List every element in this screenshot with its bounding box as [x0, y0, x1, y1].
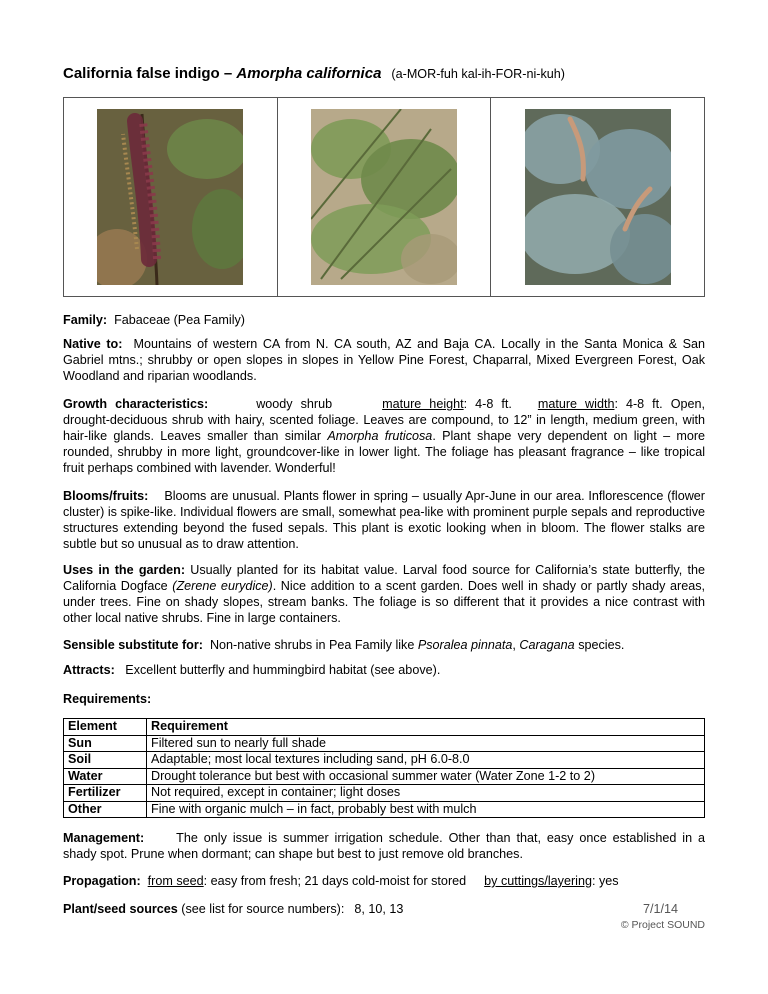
sources-label: Plant/seed sources: [63, 902, 178, 916]
bluegreen-foliage-photo: [525, 109, 671, 285]
attracts-label: Attracts:: [63, 663, 115, 677]
row-requirement: Drought tolerance but best with occasional summer water (Water Zone 1-2 to 2): [147, 768, 705, 785]
blooms-section: [63, 488, 705, 552]
uses-text-2: . Nice addition to a scent garden. Does well in shady or partly shady areas, under trees. Fine on shady slopes, stream banks. The foliage is so different that it provides a nice contrast with other local native shrubs. Fine in large containers.: [63, 579, 705, 625]
mature-height-value: : 4-8 ft.: [463, 397, 512, 411]
row-element: Soil: [64, 752, 147, 769]
table-row: [64, 752, 705, 769]
foliage-photo: [311, 109, 457, 285]
growth-type: woody shrub: [256, 397, 333, 411]
header-element: Element: [64, 719, 147, 736]
photo-strip: [63, 97, 705, 297]
cuttings-label: by cuttings/layering: [484, 874, 592, 888]
row-element: Fertilizer: [64, 785, 147, 802]
growth-label: Growth characteristics:: [63, 397, 209, 411]
attracts-section: [63, 662, 705, 678]
sources-section: [63, 901, 705, 917]
requirements-heading: [63, 691, 705, 707]
family-label: Family:: [63, 313, 108, 327]
native-label: Native to:: [63, 337, 123, 351]
management-value: The only issue is summer irrigation schedule. Other than that, easy once established in a shady spot. Prune when dormant; can shape but best to just remove old branches.: [63, 831, 705, 861]
family-value: Fabaceae (Pea Family): [114, 313, 245, 327]
row-requirement: Fine with organic mulch – in fact, probably best with mulch: [147, 801, 705, 818]
from-seed-text: : easy from fresh; 21 days cold-moist for stored: [203, 874, 467, 888]
footer-copyright: © Project SOUND: [620, 919, 705, 931]
scientific-name: Amorpha californica: [236, 65, 382, 82]
row-element: Other: [64, 801, 147, 818]
propagation-label: Propagation:: [63, 874, 141, 888]
attracts-value: Excellent butterfly and hummingbird habitat (see above).: [125, 663, 441, 677]
blooms-value: Blooms are unusual. Plants flower in spring – usually Apr-June in our area. Inflorescence (flower cluster) is spike-like. Individual flowers are small, somewhat pea-like with prominent purple sepals and reproductive structures extending beyond the fused sepals. This plant is exotic looking when in bloom. The flower stalks are subtle but so unusual as to draw attention.: [63, 489, 705, 551]
family-section: [63, 312, 705, 328]
photo-cell-2: [278, 98, 492, 296]
uses-text-italic: (Zerene eurydice): [172, 579, 273, 593]
row-requirement: Adaptable; most local textures including sand, pH 6.0-8.0: [147, 752, 705, 769]
growth-text-1: Open, drought-deciduous shrub with hairy, scented foliage. Leaves are compound, to 12” in length, medium green, with hair-like glands. Leaves smaller than similar: [63, 397, 705, 443]
row-requirement: Not required, except in container; light doses: [147, 785, 705, 802]
table-row: [64, 785, 705, 802]
page-title: [63, 66, 565, 82]
management-label: Management:: [63, 831, 145, 845]
blooms-label: Blooms/fruits:: [63, 489, 149, 503]
substitute-text-2: species.: [574, 638, 625, 652]
footer-date: 7/1/14: [643, 902, 679, 916]
sources-note: (see list for source numbers):: [177, 902, 345, 916]
uses-section: [63, 562, 705, 626]
table-row: [64, 735, 705, 752]
mature-width-label: mature width: [537, 397, 615, 411]
substitute-label: Sensible substitute for:: [63, 638, 203, 652]
header-requirement: Requirement: [147, 719, 705, 736]
substitute-italic-2: Caragana: [519, 638, 575, 652]
title-dash: –: [219, 65, 237, 82]
table-header-row: [64, 719, 705, 736]
requirements-table: [63, 718, 705, 818]
growth-text-italic: Amorpha fruticosa: [327, 429, 433, 443]
photo-cell-1: [64, 98, 278, 296]
substitute-italic-1: Psoralea pinnata: [417, 638, 513, 652]
substitute-sep: ,: [512, 638, 520, 652]
uses-text-1: Usually planted for its habitat value. Larval food source for California’s state butterfly, the California Dogface: [63, 563, 706, 593]
native-value: Mountains of western CA from N. CA south, AZ and Baja CA. Locally in the Santa Monica & San Gabriel mtns.; shrubby or open slopes in slopes in Yellow Pine Forest, Chaparral, Mixed Evergreen Forest, Oak Woodland and riparian woodlands.: [63, 337, 705, 383]
photo-cell-3: [491, 98, 704, 296]
growth-section: [63, 396, 705, 476]
mature-width-value: : 4-8 ft.: [614, 397, 663, 411]
native-section: [63, 336, 705, 384]
row-requirement: Filtered sun to nearly full shade: [147, 735, 705, 752]
sources-value: 8, 10, 13: [354, 902, 404, 916]
uses-label: Uses in the garden:: [63, 563, 186, 577]
propagation-section: [63, 873, 705, 889]
mature-height-label: mature height: [382, 397, 464, 411]
pronunciation: (a-MOR-fuh kal-ih-FOR-ni-kuh): [391, 67, 565, 81]
substitute-section: [63, 637, 705, 653]
substitute-text-1: Non-native shrubs in Pea Family like: [209, 638, 418, 652]
table-row: [64, 768, 705, 785]
row-element: Water: [64, 768, 147, 785]
management-section: [63, 830, 705, 862]
table-row: [64, 801, 705, 818]
growth-text-2: . Plant shape very dependent on light – more rounded, shrubby in more light, groundcover-like in lower light. The foliage has pleasant fragrance – like tropical fruit perhaps combined with lavender. Wonderful!: [63, 429, 706, 475]
row-element: Sun: [64, 735, 147, 752]
common-name: California false indigo: [63, 65, 220, 82]
from-seed-label: from seed: [147, 874, 204, 888]
requirements-label: Requirements:: [63, 692, 152, 706]
flower-spike-photo: [97, 109, 243, 285]
cuttings-text: : yes: [591, 874, 619, 888]
